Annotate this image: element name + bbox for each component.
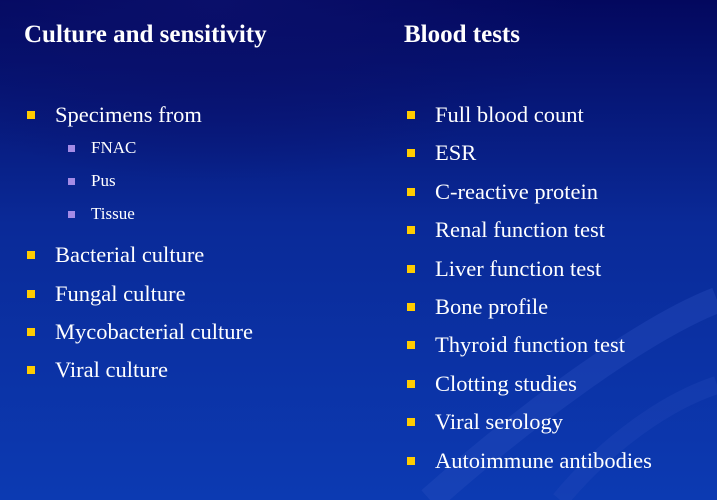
list-item-full-blood-count [404, 96, 652, 134]
list-item-label: Liver function test [435, 255, 602, 281]
list-item-c-reactive-protein [404, 173, 652, 211]
list-item-liver-function-test [404, 250, 652, 288]
square-bullet-icon [407, 341, 415, 349]
culture-sensitivity-heading: Culture and sensitivity [24, 21, 267, 48]
list-item-bacterial-culture [24, 236, 253, 274]
square-bullet-icon [407, 380, 415, 388]
list-item-label: ESR [435, 140, 477, 166]
list-item-label: Full blood count [435, 102, 584, 127]
square-bullet-icon [407, 111, 415, 119]
sublist-item-pus [68, 165, 253, 198]
list-item-fungal-culture [24, 275, 253, 313]
list-item-label: Viral serology [435, 409, 563, 435]
culture-list [24, 96, 253, 390]
list-item-mycobacterial-culture [24, 313, 253, 351]
list-item-label: Bacterial culture [55, 242, 205, 268]
specimen-sublist [55, 132, 253, 236]
square-bullet-icon [27, 366, 35, 374]
square-bullet-icon [407, 265, 415, 273]
list-item-esr [404, 134, 652, 172]
square-bullet-icon [407, 418, 415, 426]
square-bullet-icon [407, 457, 415, 465]
square-bullet-icon [27, 328, 35, 336]
square-sub-bullet-icon [68, 178, 75, 185]
list-item-label: Renal function test [435, 217, 605, 243]
sublist-item-tissue [68, 198, 253, 231]
list-item-specimens-from [24, 96, 253, 236]
square-bullet-icon [407, 303, 415, 311]
square-bullet-icon [407, 149, 415, 157]
list-item-label: Viral culture [55, 357, 168, 383]
list-item-label: Clotting studies [435, 370, 577, 396]
square-sub-bullet-icon [68, 211, 75, 218]
list-item-label: Fungal culture [55, 280, 186, 306]
list-item-label: Thyroid function test [435, 332, 625, 358]
list-item-viral-serology [404, 403, 652, 441]
square-bullet-icon [407, 188, 415, 196]
list-item-bone-profile [404, 288, 652, 326]
square-bullet-icon [407, 226, 415, 234]
sublist-item-label: FNAC [91, 138, 137, 158]
list-item-label: Mycobacterial culture [55, 319, 254, 344]
sublist-item-label: Pus [91, 171, 116, 190]
list-item-thyroid-function-test [404, 326, 652, 364]
list-item-autoimmune-antibodies [404, 442, 652, 480]
sublist-item-label: Tissue [91, 203, 135, 223]
list-item-viral-culture [24, 351, 253, 389]
blood-tests-heading: Blood tests [404, 21, 520, 48]
square-bullet-icon [27, 251, 35, 259]
square-bullet-icon [27, 111, 35, 119]
blood-tests-list [404, 96, 652, 480]
square-bullet-icon [27, 290, 35, 298]
list-item-label: Autoimmune antibodies [435, 447, 652, 473]
square-sub-bullet-icon [68, 145, 75, 152]
list-item-label: Bone profile [435, 294, 549, 320]
list-item-clotting-studies [404, 365, 652, 403]
list-item-renal-function-test [404, 211, 652, 249]
culture-sensitivity-column [24, 18, 364, 383]
blood-tests-column [404, 18, 704, 473]
sublist-item-fnac [68, 132, 253, 165]
list-item-label: C-reactive protein [435, 178, 599, 204]
list-item-label: Specimens from [55, 102, 202, 127]
